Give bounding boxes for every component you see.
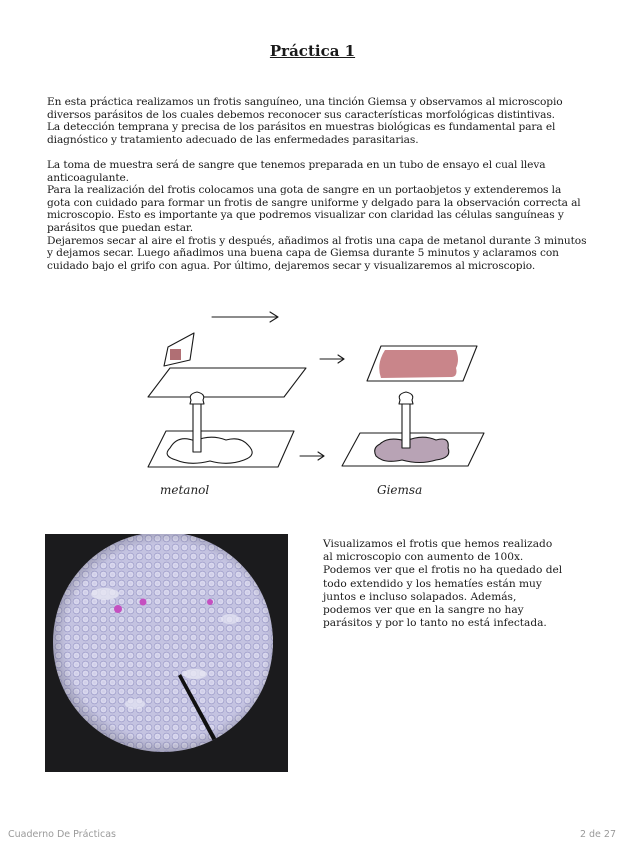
label-metanol: metanol <box>160 483 210 497</box>
label-giemsa: Giemsa <box>377 483 423 497</box>
paragraph-sample: La toma de muestra será de sangre que tenemos preparada en un tubo de ensayo el cual lleva anticoagulante. <box>47 158 546 184</box>
footer-notebook-title: Cuaderno De Prácticas <box>8 829 116 840</box>
paragraph-staining: Dejaremos secar al aire el frotis y después, añadimos al frotis una capa de metanol durante 3 minutos y dejamos secar. Luego añadimos una buena capa de Giemsa durante 5 minutos y aclaramos con cuidado bajo el grifo con agua. Por último, dejaremos secar y visualizaremos al microscopio. <box>47 234 587 272</box>
microscope-photo <box>45 534 288 772</box>
procedure-diagram <box>140 310 500 510</box>
paragraph-smear: Para la realización del frotis colocamos una gota de sangre en un portaobjetos y extenderemos la gota con cuidado para formar un frotis de sangre uniforme y delgado para la observación correcta al microscopio. Esto es importante ya que podremos visualizar con claridad las células sanguíneas y parásitos que puedan estar. <box>47 184 581 234</box>
arrow-right-icon <box>300 452 324 460</box>
slide-methanol-drawing <box>148 392 294 467</box>
page-title: Práctica 1 <box>269 42 356 60</box>
body-text <box>47 96 587 272</box>
arrow-right-icon <box>320 355 344 363</box>
slide-spreading-drawing <box>148 312 306 397</box>
slide-giemsa-drawing <box>342 392 484 466</box>
photo-caption: Visualizamos el frotis que hemos realizado al microscopio con aumento de 100x. Podemos ver que el frotis no ha quedado del todo extendido y los hematíes están muy juntos e incluso solapados. Además, podemos ver que en la sangre no hay parásitos y por lo tanto no está infectada. <box>323 538 563 630</box>
footer-page-number: 2 de 27 <box>579 829 616 840</box>
blood-smear-image <box>45 534 288 772</box>
paragraph-intro: En esta práctica realizamos un frotis sanguíneo, una tinción Giemsa y observamos al microscopio diversos parásitos de los cuales debemos reconocer sus características morfológicas distintivas. <box>47 96 563 121</box>
paragraph-detection: La detección temprana y precisa de los parásitos en muestras biológicas es fundamental para el diagnóstico y tratamiento adecuado de las enfermedades parasitarias. <box>47 121 556 146</box>
slide-smeared-drawing <box>367 346 477 381</box>
